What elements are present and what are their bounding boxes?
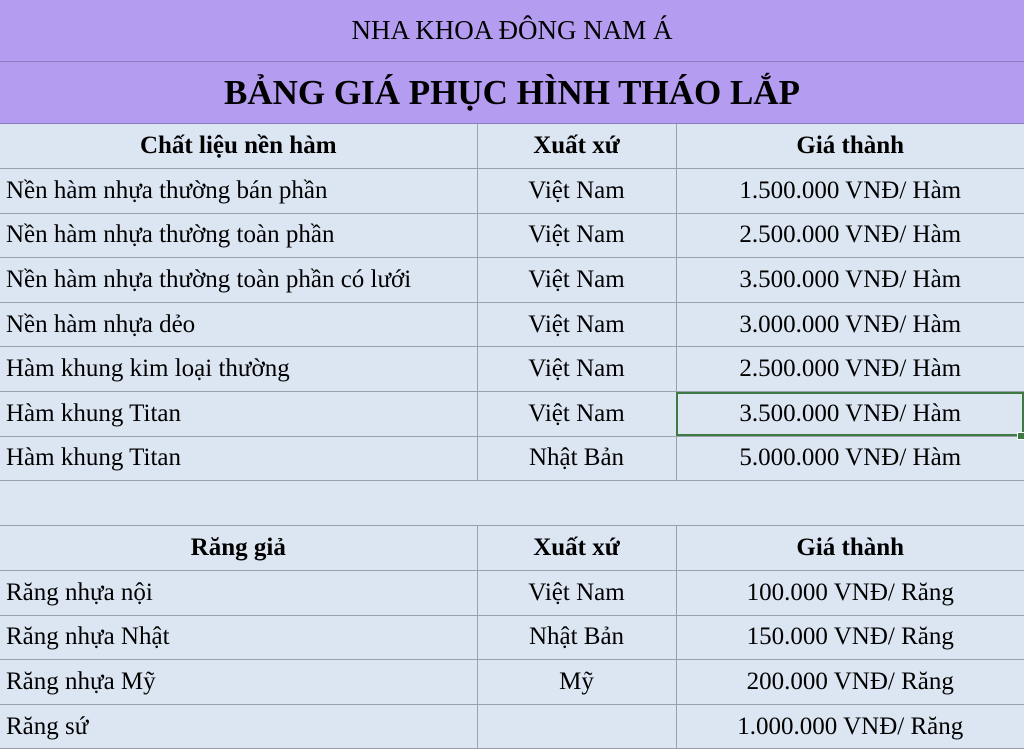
cell-origin[interactable]: Mỹ [477,660,676,705]
cell-price[interactable]: 150.000 VNĐ/ Răng [676,615,1024,660]
table-header-row [0,124,1024,169]
cell-price[interactable]: 2.500.000 VNĐ/ Hàm [676,347,1024,392]
cell-price[interactable]: 1.000.000 VNĐ/ Răng [676,704,1024,749]
cell-material[interactable]: Nền hàm nhựa thường toàn phần [0,213,477,258]
cell-price[interactable]: 2.500.000 VNĐ/ Hàm [676,213,1024,258]
header-cell-tooth[interactable]: Răng giả [0,526,477,571]
cell-material[interactable]: Hàm khung kim loại thường [0,347,477,392]
sheet-title: BẢNG GIÁ PHỤC HÌNH THÁO LẮP [224,72,800,112]
cell-origin[interactable]: Việt Nam [477,169,676,214]
table-row [0,660,1024,705]
cell-price[interactable]: 100.000 VNĐ/ Răng [676,571,1024,616]
cell-material[interactable]: Hàm khung Titan [0,392,477,437]
header-cell-price[interactable]: Giá thành [676,526,1024,571]
cell-origin[interactable]: Việt Nam [477,302,676,347]
cell-origin[interactable] [477,704,676,749]
denture-base-table [0,124,1024,481]
table-row [0,169,1024,214]
cell-price[interactable]: 200.000 VNĐ/ Răng [676,660,1024,705]
cell-origin[interactable]: Việt Nam [477,258,676,303]
cell-origin[interactable]: Việt Nam [477,213,676,258]
header-cell-material[interactable]: Chất liệu nền hàm [0,124,477,169]
sheet-title-cell[interactable] [0,62,1024,124]
cell-origin[interactable]: Việt Nam [477,392,676,437]
cell-material[interactable]: Nền hàm nhựa thường toàn phần có lưới [0,258,477,303]
cell-origin[interactable]: Nhật Bản [477,436,676,481]
cell-tooth[interactable]: Răng sứ [0,704,477,749]
cell-origin[interactable]: Việt Nam [477,347,676,392]
table-header-row [0,526,1024,571]
header-cell-price[interactable]: Giá thành [676,124,1024,169]
table-row [0,571,1024,616]
cell-tooth[interactable]: Răng nhựa Nhật [0,615,477,660]
clinic-name-cell[interactable] [0,0,1024,62]
table-row [0,213,1024,258]
table-row [0,704,1024,749]
selected-cell-price[interactable]: 3.500.000 VNĐ/ Hàm [676,392,1024,437]
cell-price[interactable]: 5.000.000 VNĐ/ Hàm [676,436,1024,481]
table-row [0,392,1024,437]
false-teeth-table [0,526,1024,749]
table-row [0,436,1024,481]
clinic-name: NHA KHOA ĐÔNG NAM Á [351,15,673,45]
cell-price[interactable]: 3.000.000 VNĐ/ Hàm [676,302,1024,347]
cell-material[interactable]: Nền hàm nhựa thường bán phần [0,169,477,214]
cell-material[interactable]: Nền hàm nhựa dẻo [0,302,477,347]
cell-tooth[interactable]: Răng nhựa Mỹ [0,660,477,705]
header-cell-origin[interactable]: Xuất xứ [477,124,676,169]
cell-origin[interactable]: Nhật Bản [477,615,676,660]
empty-row[interactable] [0,481,1024,526]
fill-handle[interactable] [1017,432,1024,440]
header-cell-origin[interactable]: Xuất xứ [477,526,676,571]
cell-price[interactable]: 3.500.000 VNĐ/ Hàm [676,258,1024,303]
cell-origin[interactable]: Việt Nam [477,571,676,616]
table-row [0,347,1024,392]
table-row [0,258,1024,303]
table-row [0,302,1024,347]
cell-material[interactable]: Hàm khung Titan [0,436,477,481]
table-row [0,615,1024,660]
cell-price[interactable]: 1.500.000 VNĐ/ Hàm [676,169,1024,214]
cell-tooth[interactable]: Răng nhựa nội [0,571,477,616]
